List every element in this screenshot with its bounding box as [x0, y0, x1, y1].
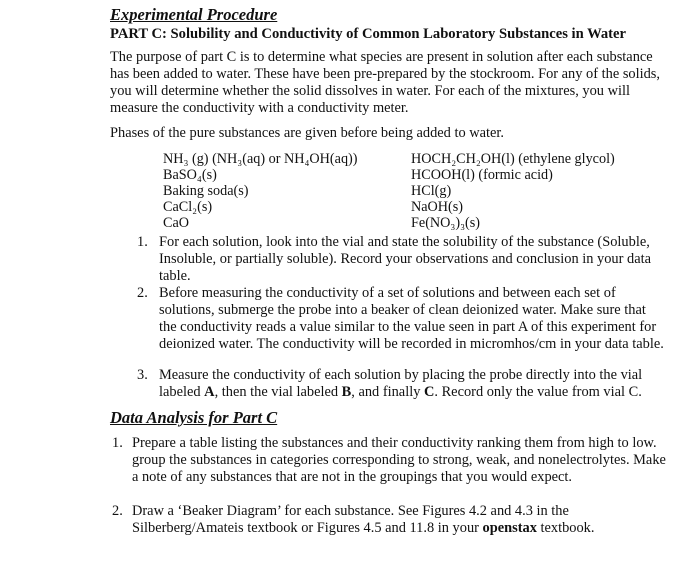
substance-item: BaSO₄(s) — [163, 167, 217, 183]
step-text: For each solution, look into the vial and state the solubility of the substance (Soluble, Insoluble, or partially soluble). Record your observations and conclusion in your data table. — [159, 234, 651, 284]
substance-item: CaCl₂(s) — [163, 199, 213, 215]
item-text: Draw a ‘Beaker Diagram’ for each substance. See Figures 4.2 and 4.3 in the Silberberg/Amateis textbook or Figures 4.5 and 11.8 in your openstax textbook. — [132, 503, 595, 536]
substances-right-column — [411, 151, 615, 231]
substance-item: CaO — [163, 215, 190, 231]
item-number: 2. — [112, 503, 123, 519]
part-c-heading: PART C: Solubility and Conductivity of Common Laboratory Substances in Water — [110, 26, 626, 42]
step-number: 1. — [137, 234, 148, 250]
page-title: Experimental Procedure — [110, 5, 278, 24]
substance-item: Baking soda(s) — [163, 183, 249, 199]
step-text: Before measuring the conductivity of a set of solutions and between each set of solutions, submerge the probe into a beaker of clean deionized water. Make sure that the conductivity reads a value similar to the value seen in part A of this experiment for deionized water. The conductivity will be recorded in micromhos/cm in your data table. — [159, 285, 664, 352]
substance-item: HOCH₂CH₂OH(l) (ethylene glycol) — [411, 151, 615, 167]
step-text: Measure the conductivity of each solution by placing the probe directly into the vial labeled A, then the vial labeled B, and finally C. Record only the value from vial C. — [159, 367, 643, 400]
substance-item: NaOH(s) — [411, 199, 464, 215]
step-number: 3. — [137, 367, 148, 383]
data-analysis-title: Data Analysis for Part C — [110, 408, 278, 427]
item-number: 1. — [112, 435, 123, 451]
substance-item: HCl(g) — [411, 183, 452, 199]
phases-intro: Phases of the pure substances are given before being added to water. — [110, 125, 505, 141]
item-text: Prepare a table listing the substances and their conductivity ranking them from high to low. group the substances in categories corresponding to strong, weak, and nonelectrolytes. Make a note of any substances that are not in the groupings that you would expect. — [132, 435, 666, 485]
substance-item: Fe(NO₃)₃(s) — [411, 215, 480, 231]
intro-paragraph: The purpose of part C is to determine what species are present in solution after each substance has been added to water. These have been pre-prepared by the stockroom. For any of the solids, you will determine whether the solid dissolves in water. For each of the mixtures, you will measure the conductivity with a conductivity meter. — [110, 49, 660, 116]
substance-item: NH₃ (g) (NH₃(aq) or NH₄OH(aq)) — [163, 151, 358, 167]
substance-item: HCOOH(l) (formic acid) — [411, 167, 553, 183]
substances-left-column — [163, 151, 357, 231]
step-number: 2. — [137, 285, 148, 301]
